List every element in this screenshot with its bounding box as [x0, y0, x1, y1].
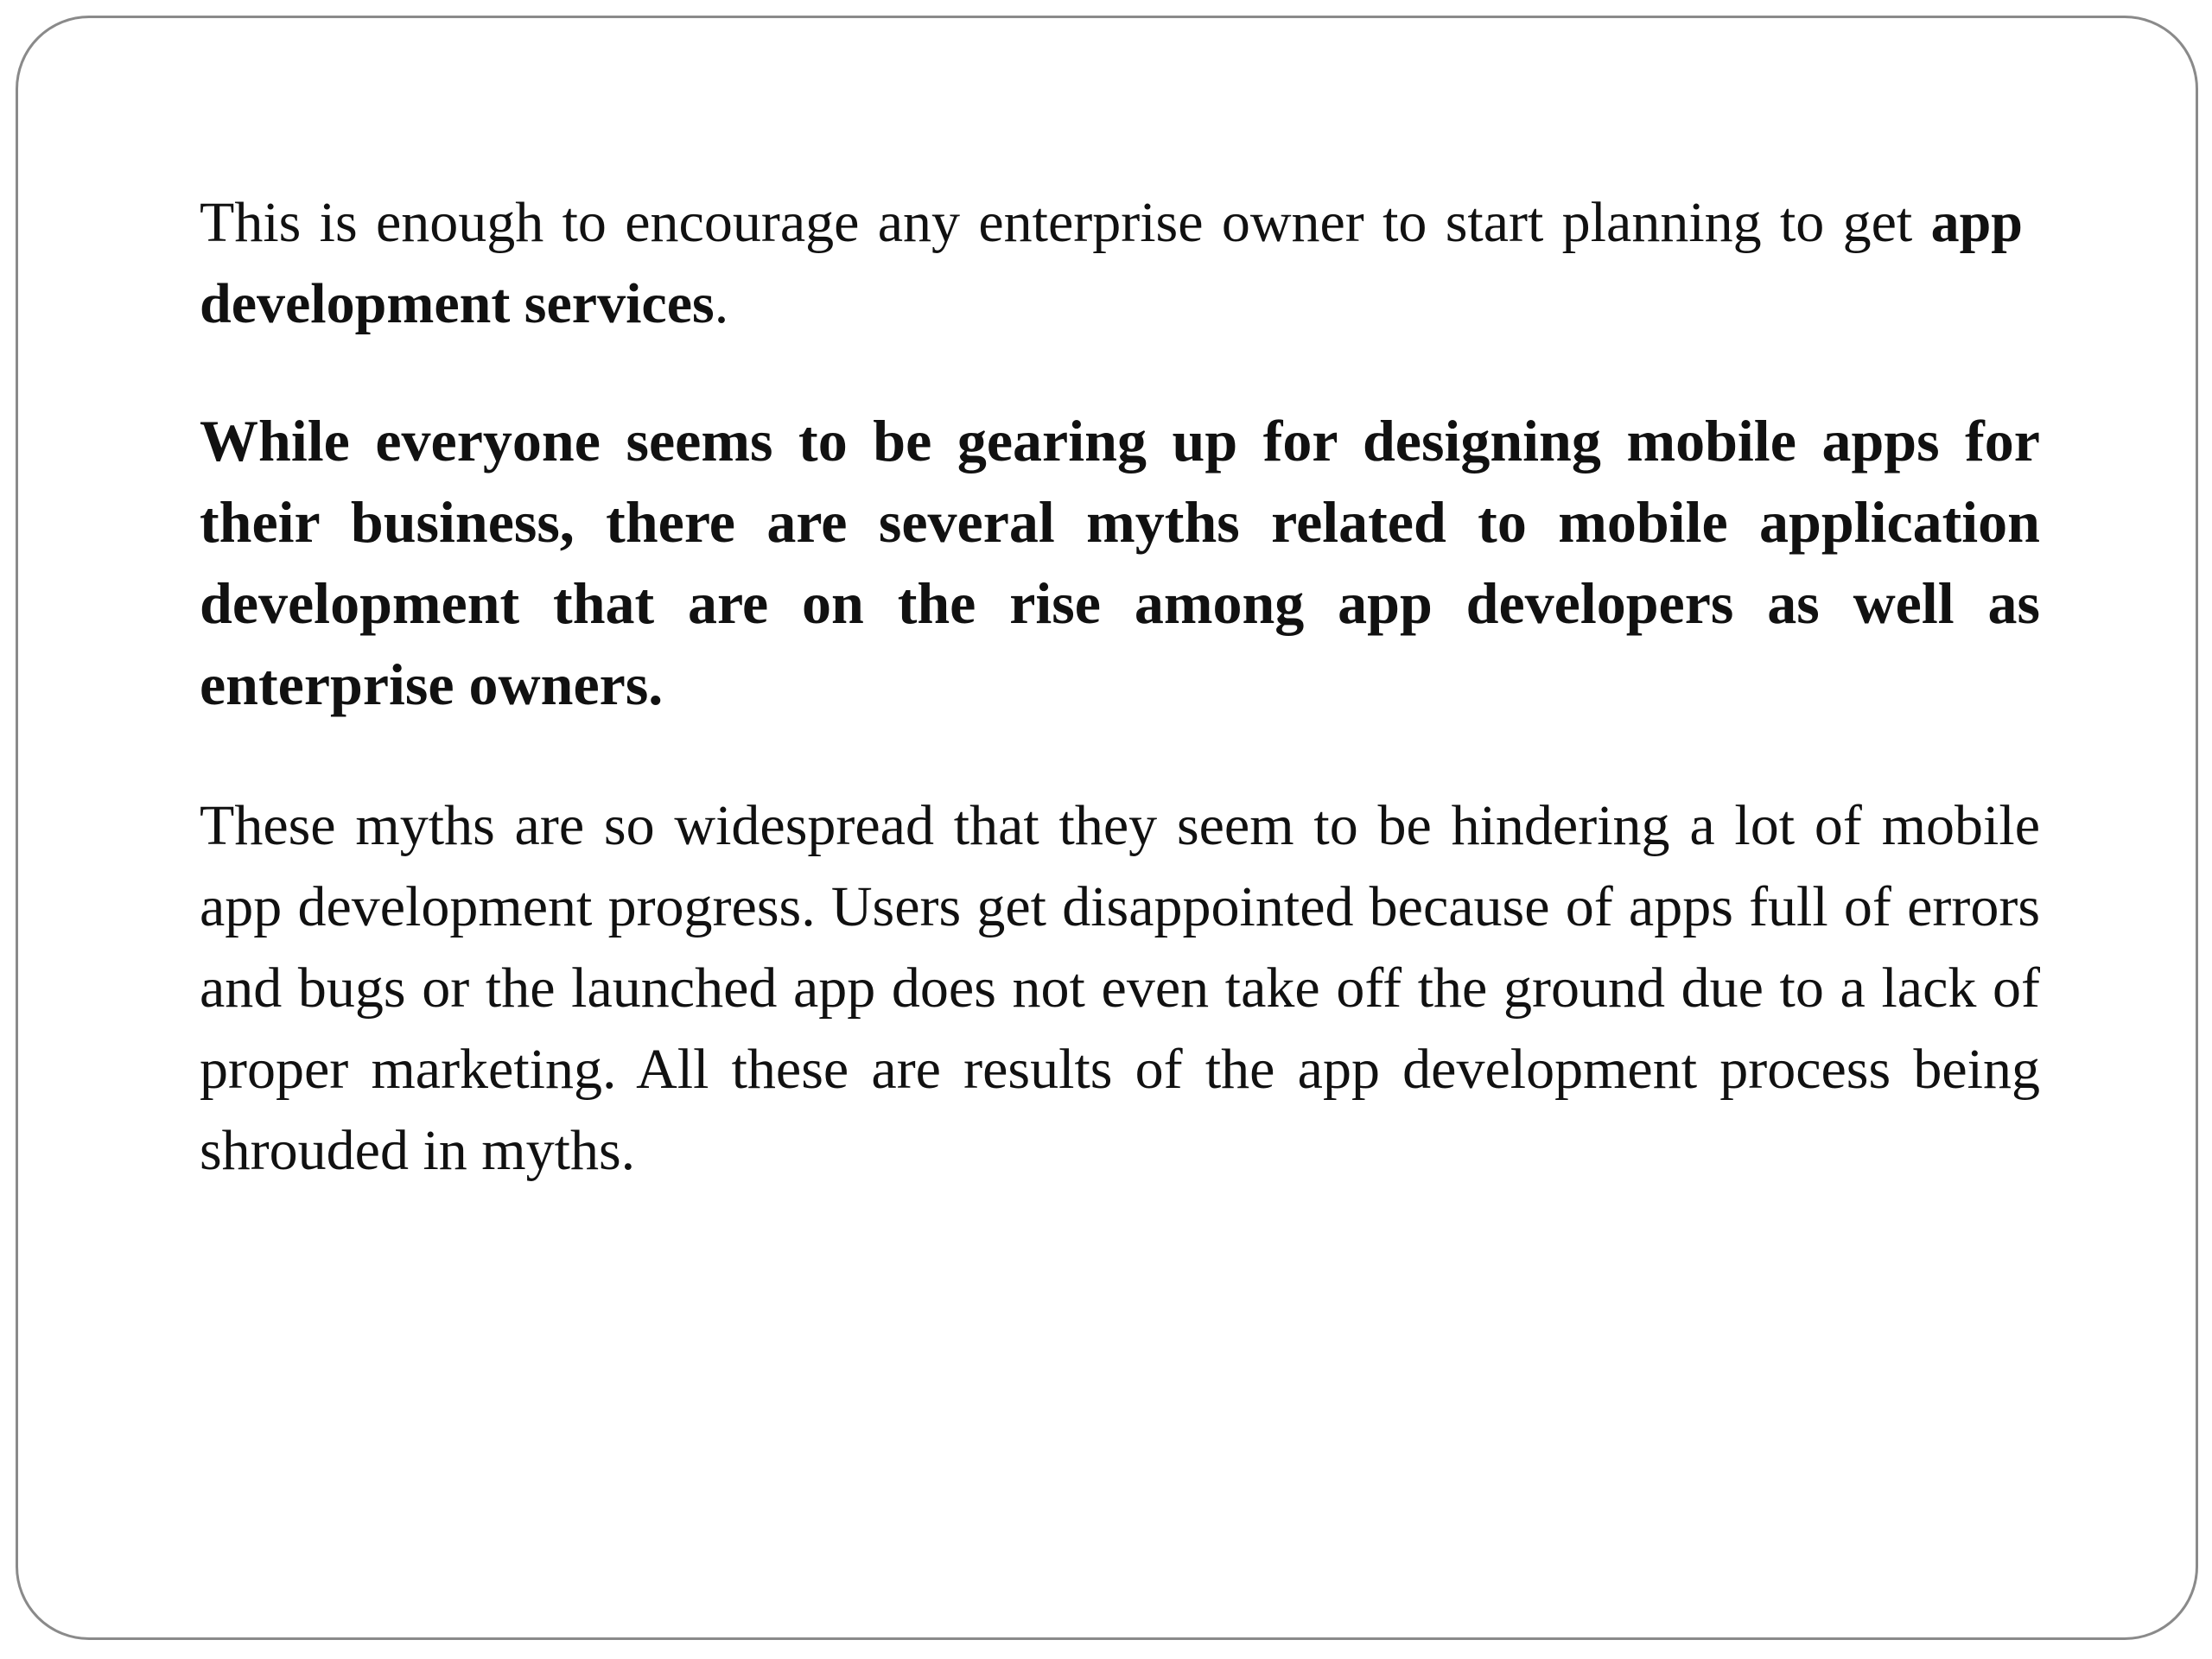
paragraph-intro-text: This is enough to encourage any enterprise owner to start planning to get	[200, 191, 1931, 254]
paragraph-intro-end: .	[714, 272, 729, 335]
paragraph-intro-emphasis: app development services	[200, 191, 2023, 335]
paragraph-myths-headline: While everyone seems to be gearing up for designing mobile apps for their business, there are several myths related to mobile application development that are on the rise among app developers as well as enterprise owners.	[200, 408, 2040, 717]
slide-frame	[16, 16, 2198, 1640]
paragraph-intro	[200, 182, 2023, 345]
paragraph-myths-detail: These myths are so widespread that they seem to be hindering a lot of mobile app development progress. Users get disappointed because of apps full of errors and bugs or the launched app does not even take off the ground due to a lack of proper marketing. All these are results of the app development process being shrouded in myths.	[200, 794, 2040, 1182]
slide-content	[200, 182, 2040, 1192]
